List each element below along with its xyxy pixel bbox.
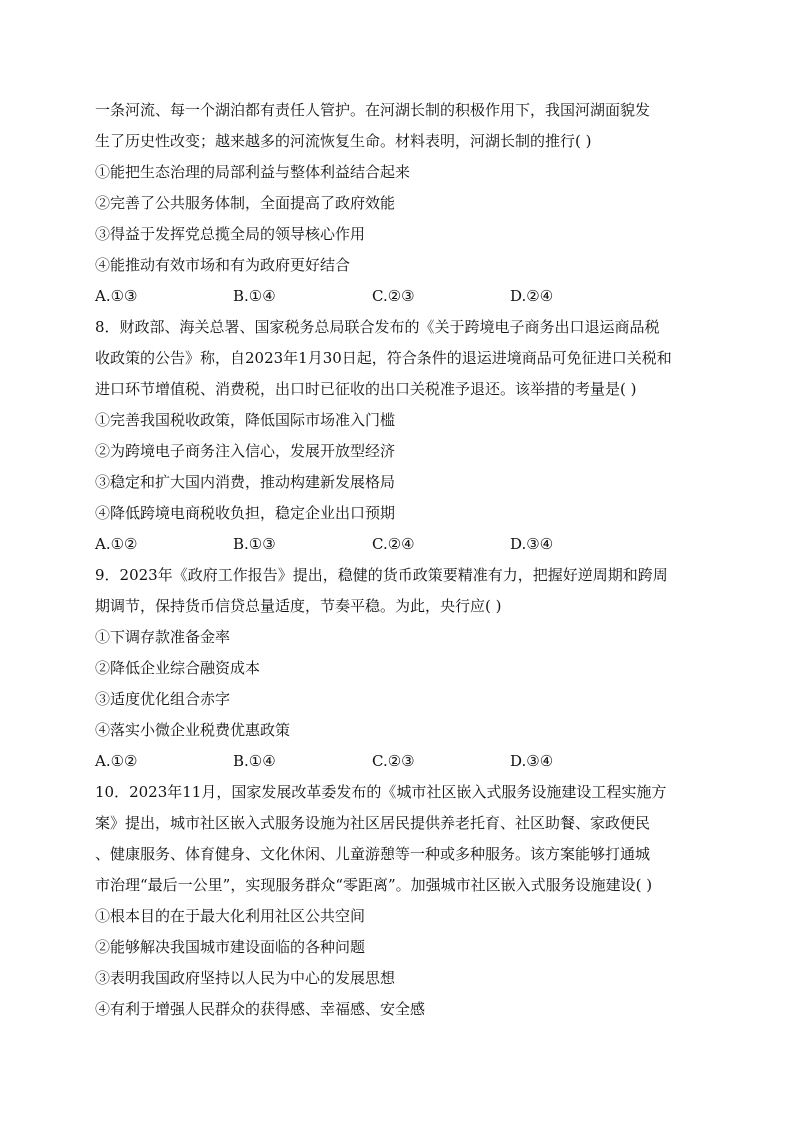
option-d: D.③④ bbox=[510, 752, 554, 770]
exam-page bbox=[95, 95, 705, 1025]
question-stem-line: 期调节，保持货币信贷总量适度，节奏平稳。为此，央行应( ) bbox=[95, 597, 502, 615]
question-stem-line: 一条河流、每一个湖泊都有责任人管护。在河湖长制的积极作用下，我国河湖面貌发 bbox=[95, 101, 651, 119]
option-d: D.②④ bbox=[510, 287, 554, 305]
statement-item: ③适度优化组合赤字 bbox=[95, 690, 231, 708]
question-9 bbox=[95, 560, 705, 777]
statement-item: ②能够解决我国城市建设面临的各种问题 bbox=[95, 938, 366, 956]
option-c: C.②③ bbox=[372, 287, 415, 305]
statement-item: ④能推动有效市场和有为政府更好结合 bbox=[95, 256, 351, 274]
question-7 bbox=[95, 95, 705, 312]
statement-item: ①完善我国税收政策，降低国际市场准入门槛 bbox=[95, 411, 396, 429]
statement-item: ③得益于发挥党总揽全局的领导核心作用 bbox=[95, 225, 366, 243]
option-b: B.①③ bbox=[233, 535, 276, 553]
statement-item: ②为跨境电子商务注入信心，发展开放型经济 bbox=[95, 442, 396, 460]
statement-item: ④降低跨境电商税收负担，稳定企业出口预期 bbox=[95, 504, 396, 522]
answer-options bbox=[95, 529, 705, 560]
question-stem-line: 9．2023年《政府工作报告》提出，稳健的货币政策要精准有力，把握好逆周期和跨周 bbox=[95, 566, 668, 584]
statement-item: ④有利于增强人民群众的获得感、幸福感、安全感 bbox=[95, 1000, 426, 1018]
statement-item: ③表明我国政府坚持以人民为中心的发展思想 bbox=[95, 969, 396, 987]
option-a: A.①② bbox=[95, 752, 138, 770]
question-stem-line: 收政策的公告》称，自2023年1月30日起，符合条件的退运进境商品可免征进口关税和 bbox=[95, 349, 672, 367]
statement-item: ①下调存款准备金率 bbox=[95, 628, 231, 646]
statement-item: ②降低企业综合融资成本 bbox=[95, 659, 261, 677]
statement-item: ①根本目的在于最大化利用社区公共空间 bbox=[95, 907, 366, 925]
option-b: B.①④ bbox=[233, 752, 276, 770]
question-stem-line: 市治理“最后一公里”，实现服务群众“零距离”。加强城市社区嵌入式服务设施建设( ) bbox=[95, 876, 653, 894]
statement-item: ①能把生态治理的局部利益与整体利益结合起来 bbox=[95, 163, 411, 181]
question-stem-line: 8．财政部、海关总署、国家税务总局联合发布的《关于跨境电子商务出口退运商品税 bbox=[95, 318, 660, 336]
statement-item: ②完善了公共服务体制，全面提高了政府效能 bbox=[95, 194, 396, 212]
answer-options bbox=[95, 746, 705, 777]
option-a: A.①③ bbox=[95, 287, 138, 305]
question-10 bbox=[95, 777, 705, 1025]
option-d: D.③④ bbox=[510, 535, 554, 553]
statement-item: ③稳定和扩大国内消费，推动构建新发展格局 bbox=[95, 473, 396, 491]
question-stem-line: 、健康服务、体育健身、文化休闲、儿童游憩等一种或多种服务。该方案能够打通城 bbox=[95, 845, 651, 863]
question-8 bbox=[95, 312, 705, 560]
statement-item: ④落实小微企业税费优惠政策 bbox=[95, 721, 291, 739]
question-stem-line: 10．2023年11月，国家发展改革委发布的《城市社区嵌入式服务设施建设工程实施方 bbox=[95, 783, 667, 801]
option-b: B.①④ bbox=[233, 287, 276, 305]
option-c: C.②③ bbox=[372, 752, 415, 770]
question-stem-line: 进口环节增值税、消费税，出口时已征收的出口关税准予退还。该举措的考量是( ) bbox=[95, 380, 637, 398]
answer-options bbox=[95, 281, 705, 312]
question-stem-line: 案》提出，城市社区嵌入式服务设施为社区居民提供养老托育、社区助餐、家政便民 bbox=[95, 814, 651, 832]
question-stem-line: 生了历史性改变；越来越多的河流恢复生命。材料表明，河湖长制的推行( ) bbox=[95, 132, 592, 150]
option-a: A.①② bbox=[95, 535, 138, 553]
option-c: C.②④ bbox=[372, 535, 415, 553]
